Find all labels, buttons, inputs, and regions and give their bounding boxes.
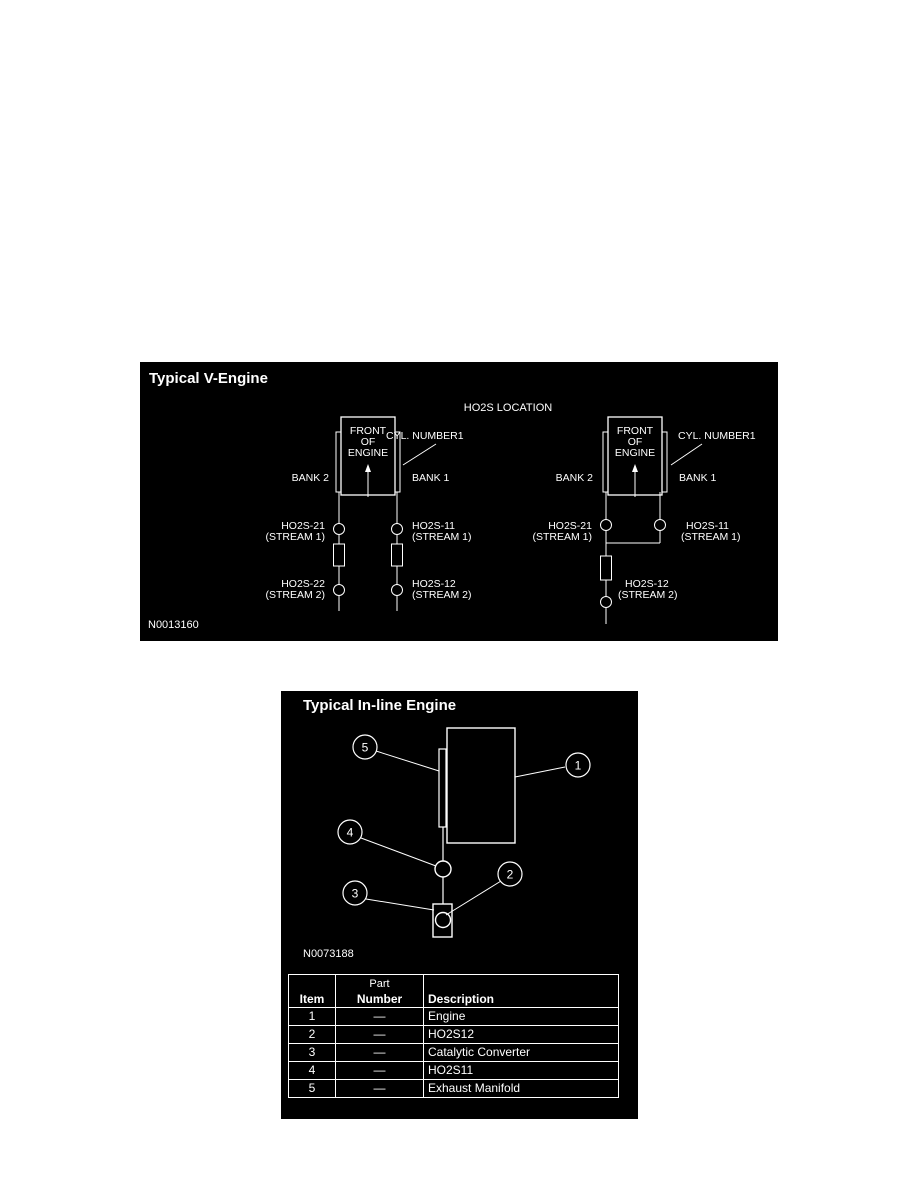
ho2s-12-stream-label: (STREAM 2) — [412, 589, 472, 601]
cell-item: 5 — [289, 1080, 336, 1098]
callout-1-leader — [515, 767, 565, 777]
front-of-engine-label-1: FRONT — [349, 425, 387, 437]
catalytic-converter — [601, 556, 612, 580]
ho2s-11-sensor — [655, 520, 666, 531]
catalytic-converter-bank1 — [392, 544, 403, 566]
inline-engine-figure — [281, 691, 638, 1119]
exhaust-manifold-bank2 — [336, 432, 341, 492]
cell-part-number: — — [336, 1026, 424, 1044]
cyl-number-label: CYL. NUMBER1 — [386, 430, 464, 442]
cell-item: 2 — [289, 1026, 336, 1044]
callout-5-label: 5 — [361, 740, 369, 755]
ho2s-12-label: HO2S-12 — [412, 578, 456, 590]
cell-description: Catalytic Converter — [424, 1044, 619, 1062]
ho2s-21-stream-label: (STREAM 1) — [265, 531, 325, 543]
cyl-number-label: CYL. NUMBER1 — [678, 430, 756, 442]
cell-part-number: — — [336, 1044, 424, 1062]
ho2s-22-label: HO2S-22 — [281, 578, 325, 590]
exhaust-manifold — [439, 749, 446, 827]
callout-1-label: 1 — [574, 758, 582, 773]
cell-item: 4 — [289, 1062, 336, 1080]
front-of-engine-label-3: ENGINE — [614, 447, 656, 459]
front-of-engine-label-3: ENGINE — [347, 447, 389, 459]
table-row — [289, 1044, 619, 1062]
table-row — [289, 1062, 619, 1080]
ho2s-12-label: HO2S-12 — [625, 578, 669, 590]
exhaust-manifold-bank2 — [603, 432, 608, 492]
header-item-label: Item — [299, 992, 325, 1006]
bank1-label: BANK 1 — [679, 472, 717, 484]
ho2s-21-label: HO2S-21 — [281, 520, 325, 532]
v-engine-diagram — [140, 362, 778, 641]
inline-engine-title: Typical In-line Engine — [303, 697, 457, 714]
cell-description: Exhaust Manifold — [424, 1080, 619, 1098]
ho2s-11-label: HO2S-11 — [686, 520, 729, 532]
cyl-leader-line — [403, 444, 436, 465]
parts-table — [288, 974, 619, 1098]
table-row — [289, 1008, 619, 1026]
front-of-engine-label-2: OF — [360, 436, 376, 448]
ho2s-21-label: HO2S-21 — [548, 520, 592, 532]
cell-item: 3 — [289, 1044, 336, 1062]
header-part-label: Part — [369, 978, 390, 990]
callout-3-leader — [366, 899, 434, 910]
header-description — [424, 975, 619, 1008]
callout-2 — [498, 862, 522, 886]
bank1-label: BANK 1 — [412, 472, 450, 484]
callout-2-label: 2 — [506, 867, 514, 882]
v-engine-figure — [140, 362, 778, 641]
cell-description: Engine — [424, 1008, 619, 1026]
ho2s-21-sensor — [334, 524, 345, 535]
callout-2-leader — [446, 881, 501, 915]
v-engine-right-diagram — [532, 417, 755, 624]
header-part-number — [336, 975, 424, 1008]
callout-5-leader — [376, 751, 439, 771]
callout-3 — [343, 881, 367, 905]
exhaust-manifold-bank1 — [662, 432, 667, 492]
bank2-label: BANK 2 — [291, 472, 329, 484]
callout-4 — [338, 820, 362, 844]
callout-3-label: 3 — [351, 886, 359, 901]
table-row — [289, 1080, 619, 1098]
front-of-engine-label-2: OF — [627, 436, 643, 448]
ho2s-22-sensor — [334, 585, 345, 596]
callout-1 — [566, 753, 590, 777]
table-header-row — [289, 975, 619, 1008]
engine-block — [447, 728, 515, 843]
cell-part-number: — — [336, 1008, 424, 1026]
callout-4-leader — [361, 838, 436, 866]
ho2s-21-sensor — [601, 520, 612, 531]
bank2-label: BANK 2 — [555, 472, 593, 484]
front-arrowhead-icon — [632, 464, 638, 472]
v-engine-title: Typical V-Engine — [149, 370, 268, 387]
cell-description: HO2S11 — [424, 1062, 619, 1080]
ho2s-location-caption: HO2S LOCATION — [463, 402, 553, 414]
catalytic-converter-bank2 — [334, 544, 345, 566]
v-engine-left-diagram — [265, 417, 471, 611]
callout-4-label: 4 — [346, 825, 354, 840]
table-row — [289, 1026, 619, 1044]
header-item — [289, 975, 336, 1008]
header-number-label: Number — [356, 992, 403, 1006]
front-of-engine-label-1: FRONT — [616, 425, 654, 437]
header-description-label: Description — [428, 992, 495, 1006]
callout-5 — [353, 735, 377, 759]
ho2s11-sensor — [435, 861, 451, 877]
cell-part-number: — — [336, 1080, 424, 1098]
front-arrowhead-icon — [365, 464, 371, 472]
ho2s-21-stream-label: (STREAM 1) — [532, 531, 592, 543]
ho2s-11-stream-label: (STREAM 1) — [412, 531, 472, 543]
cell-description: HO2S12 — [424, 1026, 619, 1044]
ho2s-22-stream-label: (STREAM 2) — [265, 589, 325, 601]
ho2s-12-sensor — [601, 597, 612, 608]
ho2s-12-stream-label: (STREAM 2) — [618, 589, 678, 601]
ho2s12-sensor — [436, 913, 451, 928]
ho2s-12-sensor — [392, 585, 403, 596]
cyl-leader-line — [671, 444, 702, 465]
ho2s-11-label: HO2S-11 — [412, 520, 455, 532]
ho2s-11-stream-label: (STREAM 1) — [681, 531, 741, 543]
v-engine-figure-code: N0013160 — [148, 619, 199, 631]
ho2s-11-sensor — [392, 524, 403, 535]
cell-part-number: — — [336, 1062, 424, 1080]
cell-item: 1 — [289, 1008, 336, 1026]
inline-engine-figure-code: N0073188 — [303, 948, 354, 960]
